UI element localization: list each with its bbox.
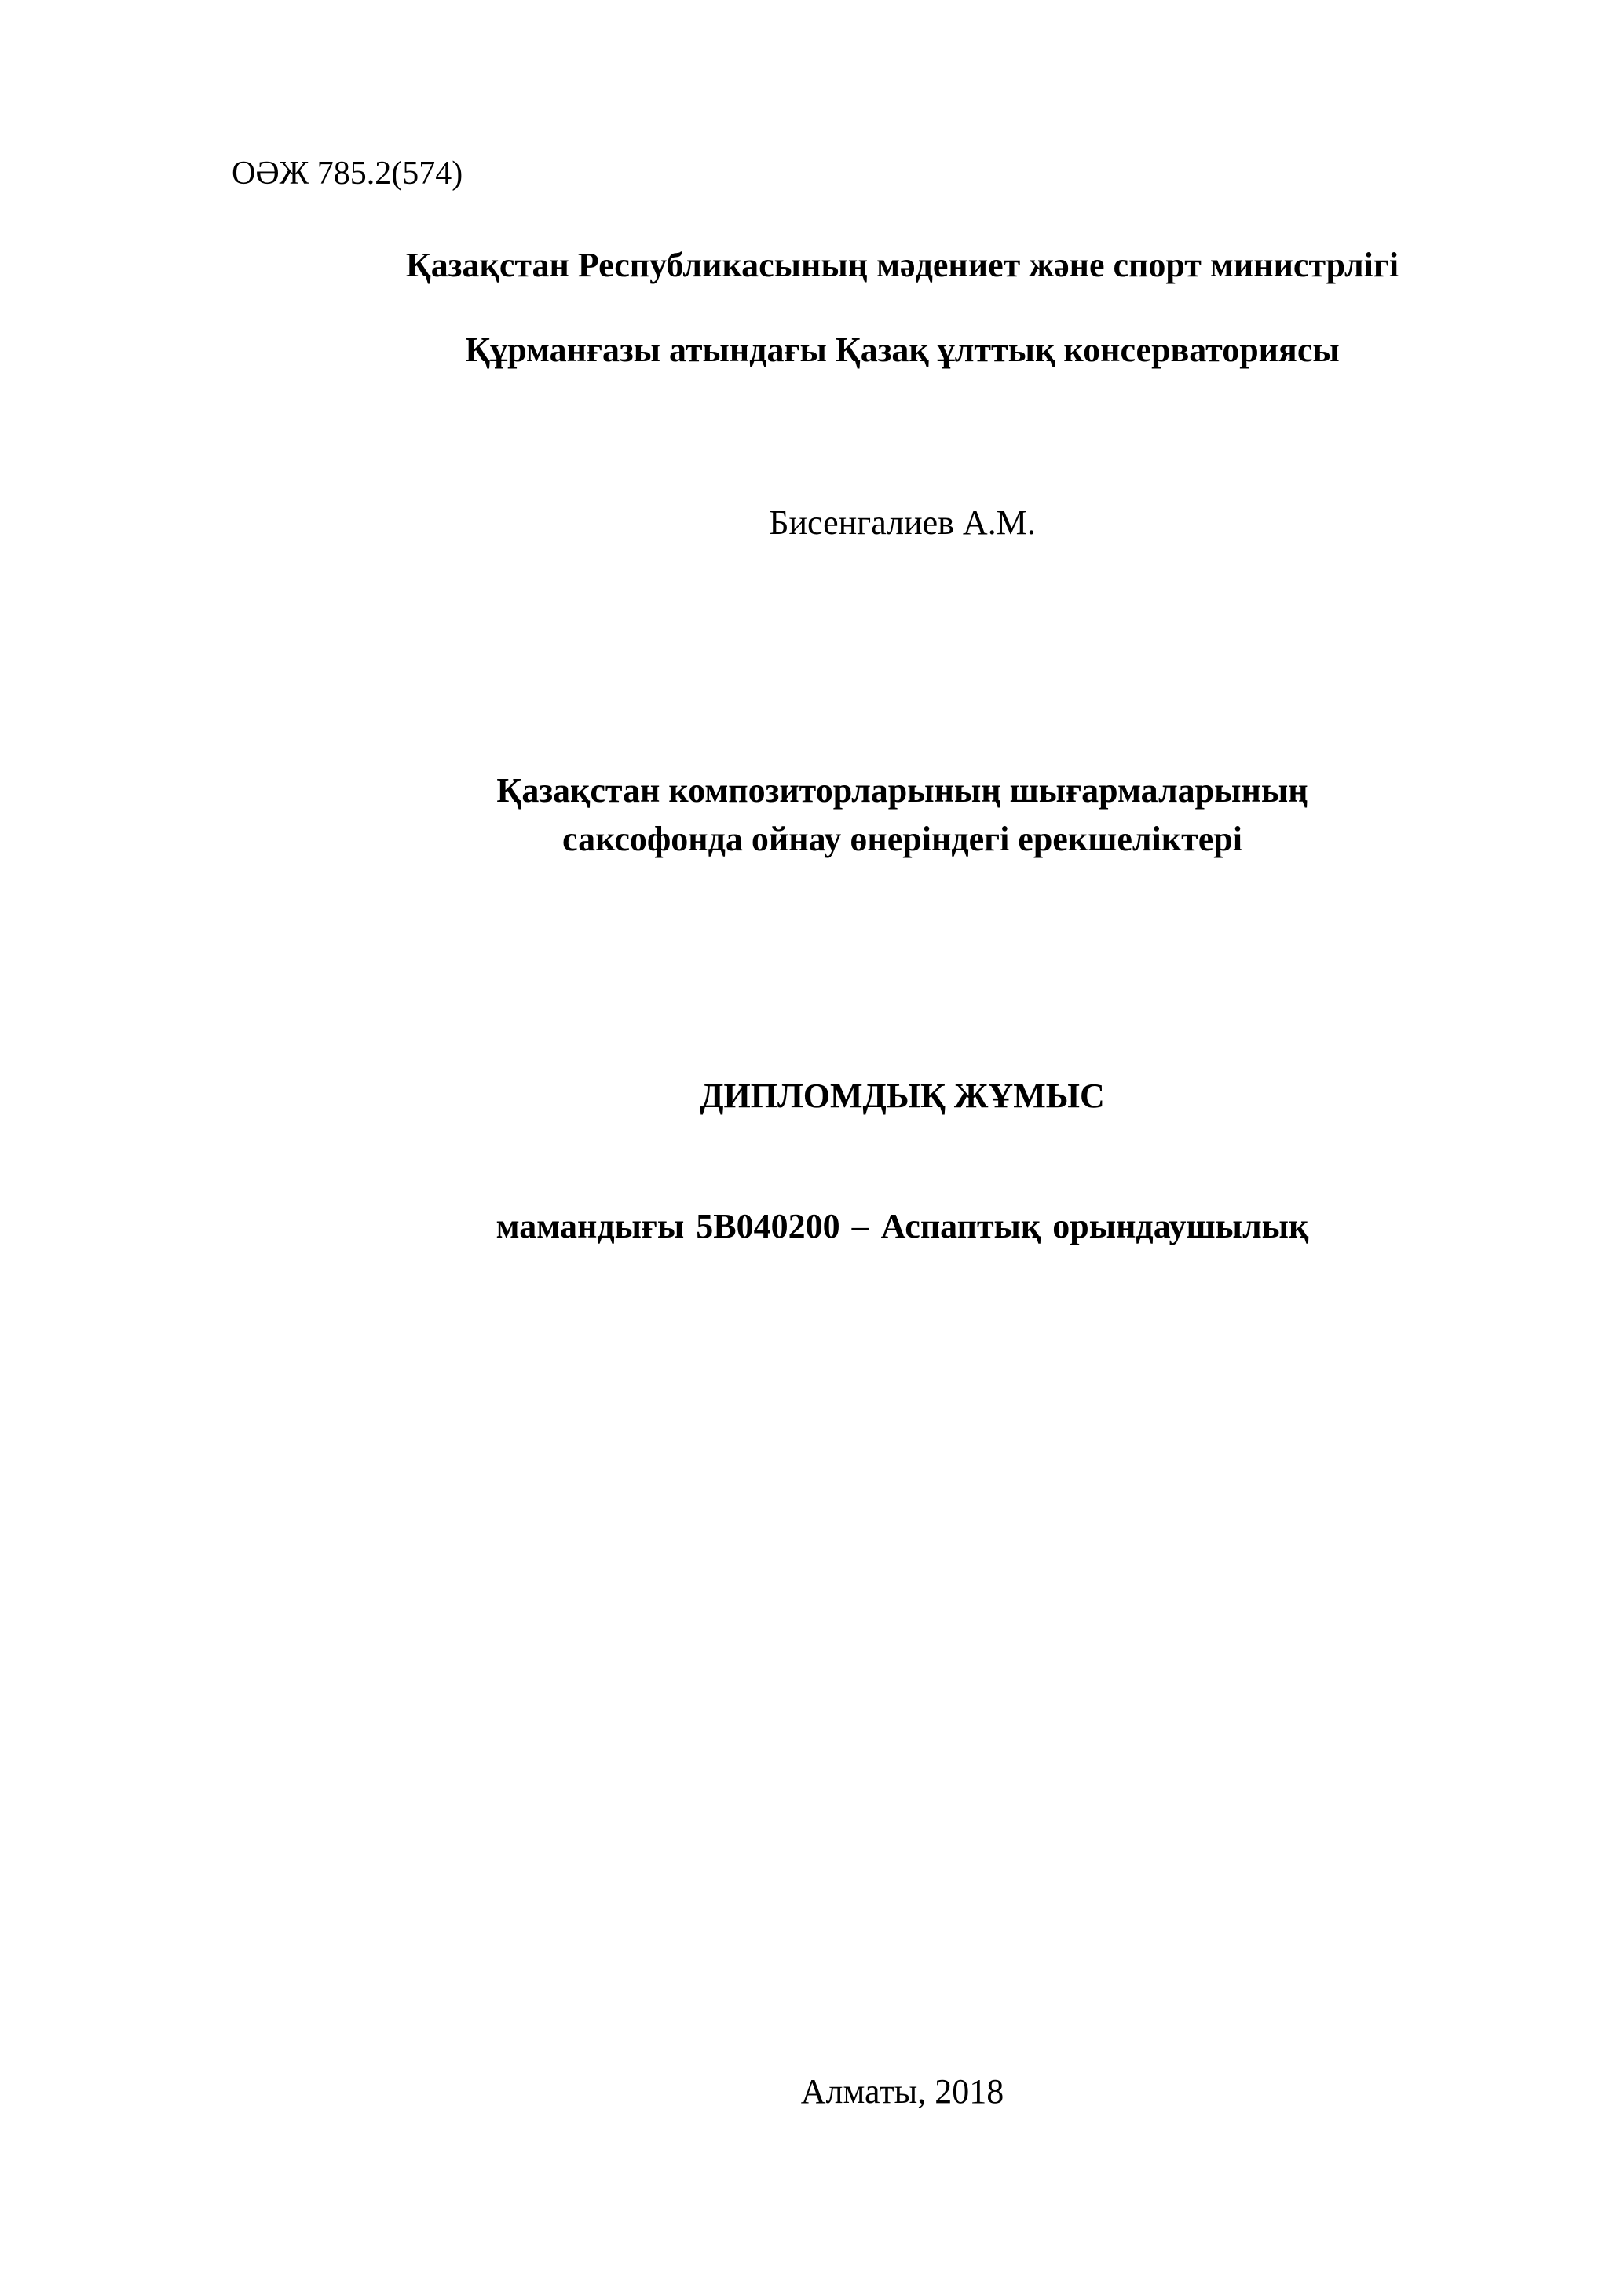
work-type: ДИПЛОМДЫҚ ЖҰМЫС (700, 1077, 1105, 1115)
thesis-title-line-2: саксофонда ойнау өнеріндегі ерекшеліктері (562, 820, 1242, 858)
thesis-title-line-1: Қазақстан композиторларының шығармаларының (496, 771, 1308, 810)
ministry-name: Қазақстан Республикасының мәдениет және спорт министрлігі (405, 246, 1399, 284)
conservatory-name: Құрманғазы атындағы Қазақ ұлттық консерваториясы (465, 331, 1340, 369)
udc-code: ОӘЖ 785.2(574) (232, 155, 463, 192)
city-year: Алматы, 2018 (800, 2072, 1004, 2111)
thesis-title (0, 766, 1624, 864)
specialty: мамандығы 5В040200 – Аспаптық орындаушылық (496, 1207, 1309, 1245)
author-name: Бисенгалиев А.М. (769, 503, 1036, 542)
